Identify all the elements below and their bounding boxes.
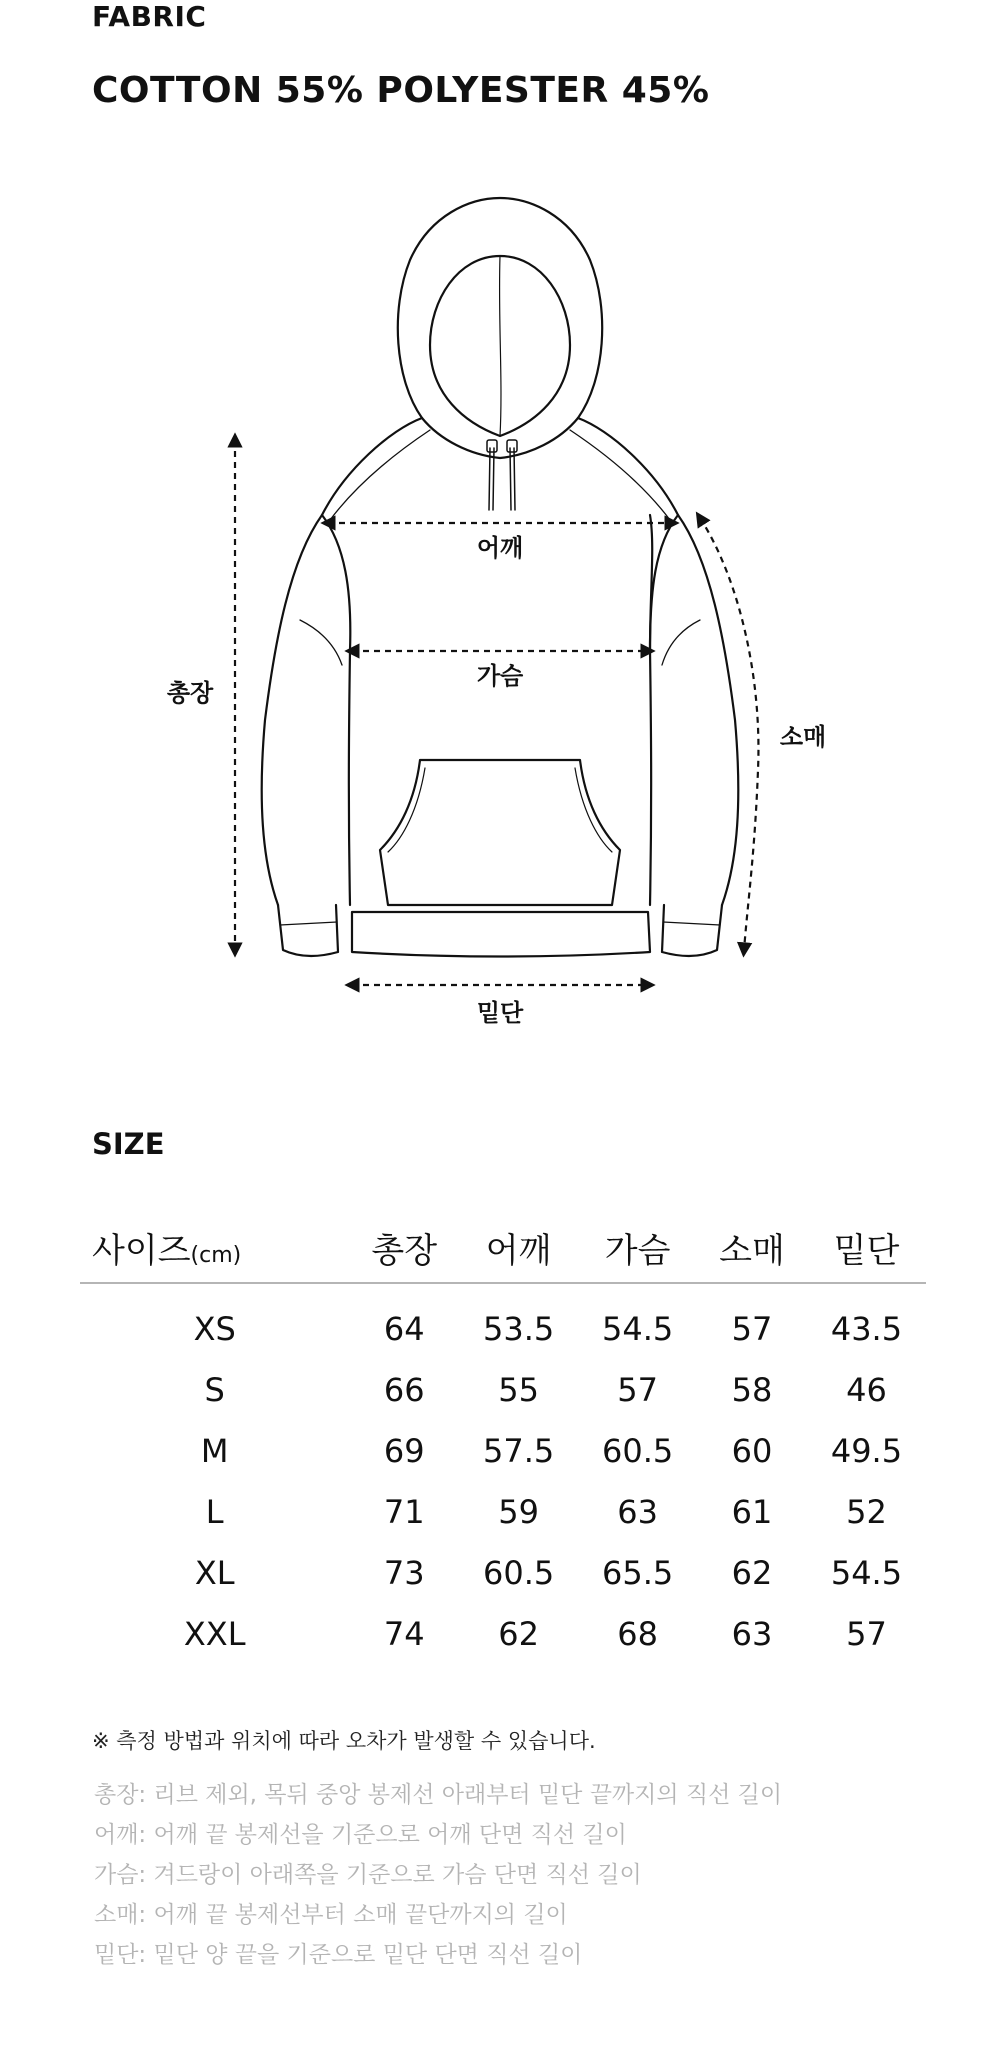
size-cell: M: [200, 1431, 229, 1470]
value-cell: 55: [498, 1370, 539, 1409]
hem-label: 밑단: [476, 999, 524, 1027]
fabric-label: FABRIC: [92, 0, 207, 33]
value-cell: 62: [731, 1553, 773, 1592]
value-cell: 57: [731, 1309, 773, 1348]
value-cell: 43.5: [830, 1309, 903, 1348]
measurement-definitions: [94, 1775, 782, 1975]
value-cell: 60.5: [602, 1431, 674, 1470]
header-chest: 가슴: [578, 1210, 697, 1283]
total-length-label: 총장: [166, 679, 214, 707]
header-size: [80, 1210, 349, 1283]
value-cell: 53.5: [483, 1309, 555, 1348]
value-cell: 66: [383, 1370, 425, 1409]
value-cell: 69: [383, 1431, 425, 1470]
value-cell: 61: [731, 1492, 773, 1531]
shoulder-label: 어깨: [476, 534, 524, 562]
value-cell: 60.5: [483, 1553, 555, 1592]
value-cell: 74: [383, 1614, 425, 1653]
size-cell: XS: [193, 1309, 236, 1348]
value-cell: 63: [617, 1492, 658, 1531]
definition-chest: 가슴: 겨드랑이 아래쪽을 기준으로 가슴 단면 직선 길이: [94, 1862, 642, 1888]
header-sleeve: 소매: [697, 1210, 807, 1283]
table-header-row: [80, 1210, 926, 1283]
value-cell: 63: [731, 1614, 773, 1653]
kangaroo-pocket: [380, 760, 620, 905]
size-cell: XXL: [183, 1614, 246, 1653]
value-cell: 49.5: [830, 1431, 903, 1470]
value-cell: 59: [498, 1492, 539, 1531]
table-row: [80, 1420, 926, 1481]
header-size-label: 사이즈: [92, 1231, 191, 1271]
value-cell: 57: [617, 1370, 658, 1409]
size-cell: L: [205, 1492, 224, 1531]
value-cell: 62: [498, 1614, 539, 1653]
table-row: [80, 1542, 926, 1603]
header-unit: (cm): [190, 1243, 242, 1268]
value-cell: 57: [846, 1614, 887, 1653]
value-cell: 52: [846, 1492, 887, 1531]
value-cell: 64: [383, 1309, 425, 1348]
value-cell: 46: [846, 1370, 887, 1409]
value-cell: 65.5: [602, 1553, 674, 1592]
body-outline: [262, 418, 422, 905]
size-section-title: SIZE: [92, 1127, 165, 1161]
value-cell: 60: [731, 1431, 773, 1470]
value-cell: 73: [383, 1553, 425, 1592]
value-cell: 68: [617, 1614, 658, 1653]
table-row: [80, 1481, 926, 1542]
sleeve-label: 소매: [779, 723, 827, 751]
size-table: [80, 1210, 926, 1664]
size-cell: S: [204, 1370, 225, 1409]
value-cell: 54.5: [602, 1309, 674, 1348]
value-cell: 58: [731, 1370, 773, 1409]
definition-shoulder: 어깨: 어깨 끝 봉제선을 기준으로 어깨 단면 직선 길이: [94, 1822, 627, 1848]
definition-hem: 밑단: 밑단 양 끝을 기준으로 밑단 단면 직선 길이: [94, 1942, 583, 1968]
value-cell: 54.5: [830, 1553, 903, 1592]
value-cell: 71: [383, 1492, 425, 1531]
value-cell: 57.5: [483, 1431, 555, 1470]
header-hem: 밑단: [807, 1210, 926, 1283]
definition-total-length: 총장: 리브 제외, 목뒤 중앙 봉제선 아래부터 밑단 끝까지의 직선 길이: [94, 1782, 783, 1808]
hem-rib: [352, 912, 650, 957]
hoodie-measurement-diagram: [0, 180, 1000, 1040]
measurement-note: ※ 측정 방법과 위치에 따라 오차가 발생할 수 있습니다.: [92, 1729, 596, 1753]
header-total-length: 총장: [349, 1210, 459, 1283]
chest-label: 가슴: [476, 662, 524, 690]
table-row: [80, 1359, 926, 1420]
header-shoulder: 어깨: [459, 1210, 578, 1283]
size-cell: XL: [194, 1553, 235, 1592]
table-row: [80, 1603, 926, 1664]
definition-sleeve: 소매: 어깨 끝 봉제선부터 소매 끝단까지의 길이: [94, 1902, 568, 1928]
fabric-composition: COTTON 55% POLYESTER 45%: [92, 70, 710, 111]
table-row: [80, 1283, 926, 1359]
